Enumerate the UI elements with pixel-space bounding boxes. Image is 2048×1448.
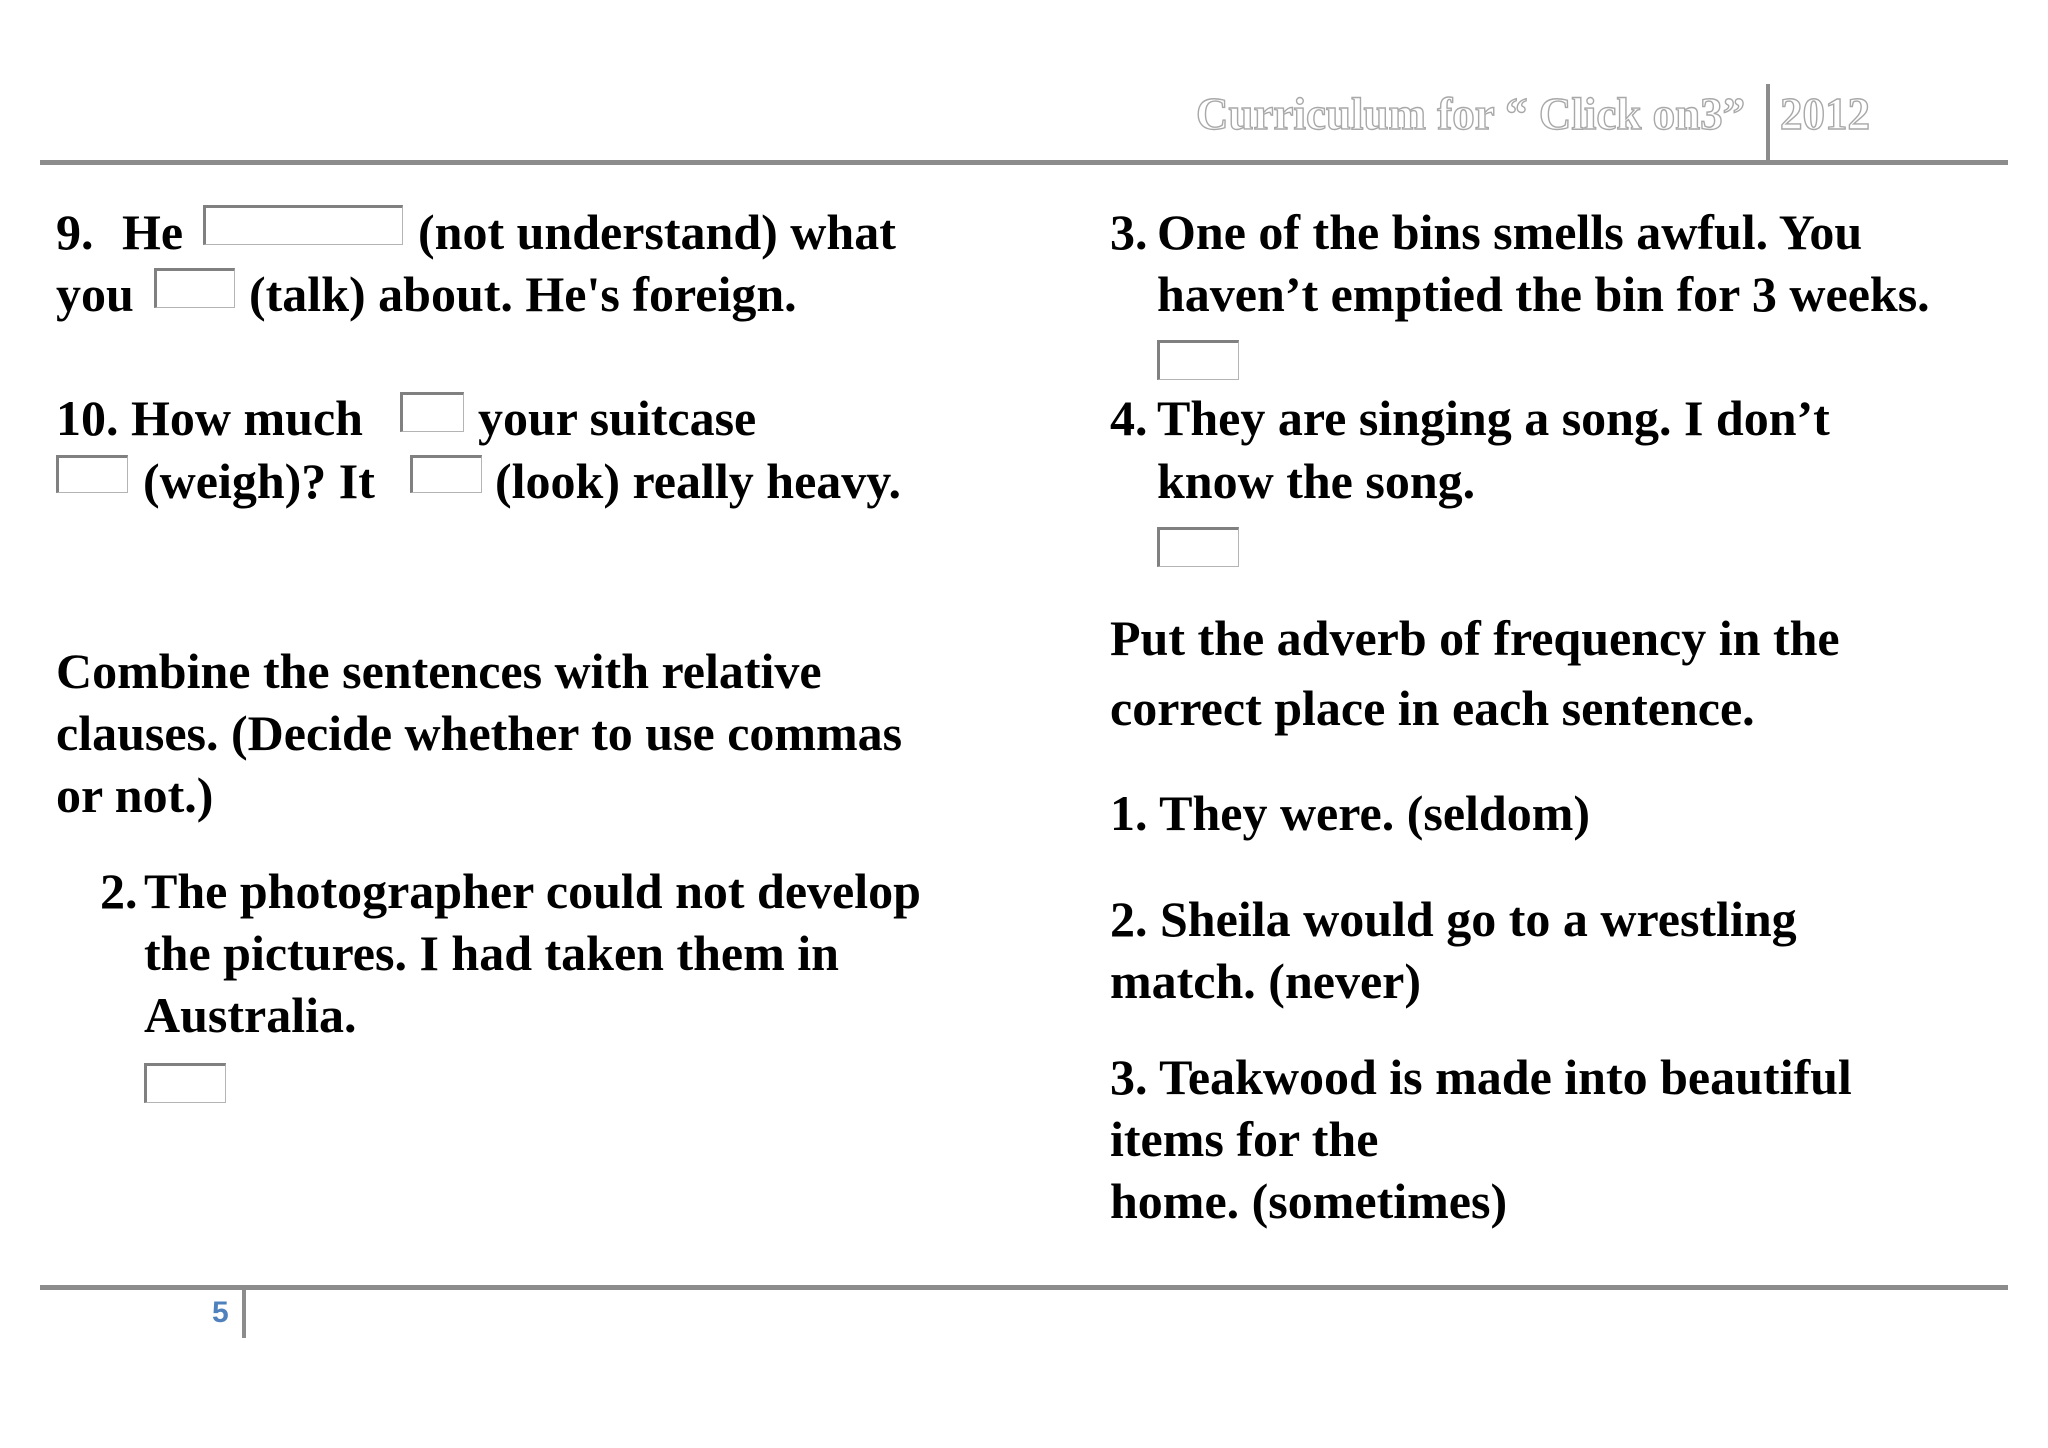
header-title: Curriculum for “ Click on3” (1196, 89, 1746, 139)
page-number: 5 (212, 1296, 229, 1329)
item-4-number: 4. (1110, 390, 1148, 446)
q10-answer-field-2[interactable] (56, 455, 128, 493)
adverb-instruction-line-2: correct place in each sentence. (1110, 680, 1755, 736)
adverb-item-1: 1. They were. (seldom) (1110, 785, 1591, 841)
header-separator (1766, 84, 1770, 160)
q10-text-look: (look) really heavy. (495, 453, 902, 509)
q10-text-weigh: (weigh)? It (143, 453, 375, 509)
footer-rule (40, 1285, 2008, 1290)
adverb-item-2-line-2: match. (never) (1110, 953, 1421, 1009)
item-4-line-2: know the song. (1157, 453, 1476, 509)
item-2-number: 2. (100, 863, 138, 919)
q10-text-how-much: 10. How much (56, 390, 363, 446)
q9-answer-field-2[interactable] (154, 268, 235, 308)
item-2-line-2: the pictures. I had taken them in (144, 925, 839, 981)
q9-number: 9. (56, 204, 94, 260)
item-3-line-2: haven’t emptied the bin for 3 weeks. (1157, 266, 1930, 322)
item-3-answer-field[interactable] (1157, 340, 1239, 380)
q10-text-suitcase: your suitcase (478, 390, 757, 446)
q10-answer-field-1[interactable] (400, 392, 464, 432)
item-3-number: 3. (1110, 204, 1148, 260)
adverb-item-2-line-1: 2. Sheila would go to a wrestling (1110, 891, 1797, 947)
header-year: 2012 (1780, 89, 1870, 139)
header-rule (40, 160, 2008, 165)
q9-answer-field-1[interactable] (203, 205, 403, 245)
q9-text-you: you (56, 266, 134, 322)
relative-clauses-instruction-line-2: clauses. (Decide whether to use commas (56, 705, 903, 761)
relative-clauses-instruction-line-1: Combine the sentences with relative (56, 643, 822, 699)
item-2-line-3: Australia. (144, 987, 357, 1043)
adverb-item-3-line-2: items for the (1110, 1111, 1379, 1167)
q9-text-he: He (122, 204, 184, 260)
item-2-line-1: The photographer could not develop (144, 863, 921, 919)
item-4-answer-field[interactable] (1157, 527, 1239, 567)
item-4-line-1: They are singing a song. I don’t (1157, 390, 1830, 446)
q9-text-not-understand: (not understand) what (418, 204, 896, 260)
item-2-answer-field[interactable] (144, 1063, 226, 1103)
footer-separator (242, 1288, 246, 1338)
q10-answer-field-3[interactable] (410, 455, 482, 493)
adverb-item-3-line-3: home. (sometimes) (1110, 1173, 1508, 1229)
q9-text-talk: (talk) about. He's foreign. (249, 266, 797, 322)
adverb-instruction-line-1: Put the adverb of frequency in the (1110, 610, 1840, 666)
relative-clauses-instruction-line-3: or not.) (56, 767, 214, 823)
adverb-item-3-line-1: 3. Teakwood is made into beautiful (1110, 1049, 1852, 1105)
item-3-line-1: One of the bins smells awful. You (1157, 204, 1863, 260)
